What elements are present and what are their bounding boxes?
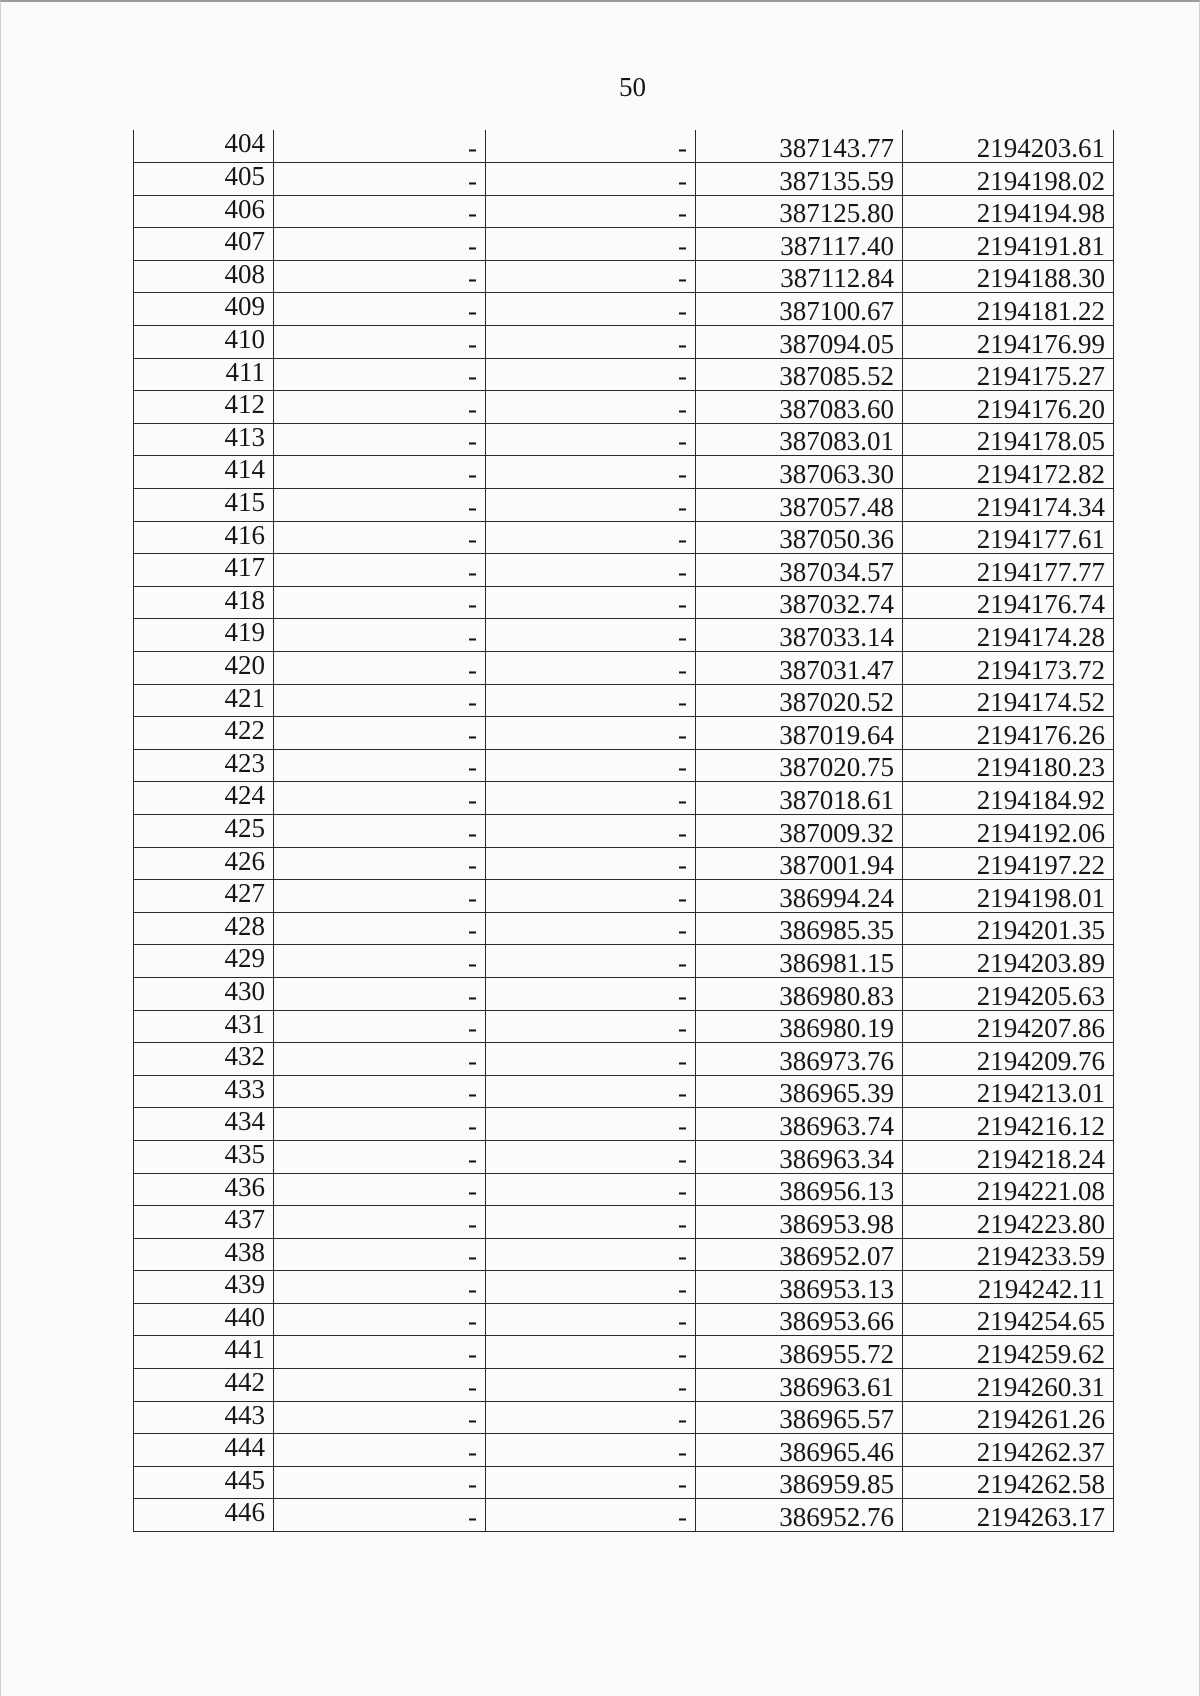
dash-cell-1: - [274,163,486,196]
x-coordinate-cell: 386965.57 [696,1401,903,1434]
y-coordinate-cell: 2194173.72 [903,652,1114,685]
x-coordinate-cell: 387033.14 [696,619,903,652]
point-number-cell: 405 [134,163,274,196]
y-coordinate-cell: 2194178.05 [903,423,1114,456]
dash-cell-1: - [274,195,486,228]
y-coordinate-cell: 2194172.82 [903,456,1114,489]
dash-cell-1: - [274,652,486,685]
dash-cell-2: - [486,1466,696,1499]
table-row [134,1075,1114,1108]
point-number-cell: 407 [134,228,274,261]
dash-cell-2: - [486,326,696,359]
dash-cell-1: - [274,456,486,489]
x-coordinate-cell: 387063.30 [696,456,903,489]
x-coordinate-cell: 386963.61 [696,1369,903,1402]
dash-cell-2: - [486,619,696,652]
dash-cell-1: - [274,814,486,847]
y-coordinate-cell: 2194242.11 [903,1271,1114,1304]
y-coordinate-cell: 2194180.23 [903,749,1114,782]
y-coordinate-cell: 2194198.02 [903,163,1114,196]
dash-cell-2: - [486,1173,696,1206]
point-number-cell: 444 [134,1434,274,1467]
table-row [134,684,1114,717]
point-number-cell: 422 [134,717,274,750]
point-number-cell: 411 [134,358,274,391]
point-number-cell: 415 [134,489,274,522]
x-coordinate-cell: 387125.80 [696,195,903,228]
x-coordinate-cell: 386980.83 [696,977,903,1010]
point-number-cell: 424 [134,782,274,815]
dash-cell-2: - [486,423,696,456]
dash-cell-2: - [486,195,696,228]
dash-cell-2: - [486,130,696,163]
x-coordinate-cell: 387031.47 [696,652,903,685]
x-coordinate-cell: 387034.57 [696,554,903,587]
y-coordinate-cell: 2194174.28 [903,619,1114,652]
dash-cell-1: - [274,1499,486,1532]
y-coordinate-cell: 2194207.86 [903,1010,1114,1043]
y-coordinate-cell: 2194194.98 [903,195,1114,228]
dash-cell-2: - [486,880,696,913]
table-row [134,652,1114,685]
dash-cell-1: - [274,293,486,326]
dash-cell-1: - [274,619,486,652]
dash-cell-2: - [486,1075,696,1108]
table-row [134,1173,1114,1206]
point-number-cell: 423 [134,749,274,782]
dash-cell-1: - [274,358,486,391]
point-number-cell: 413 [134,423,274,456]
y-coordinate-cell: 2194218.24 [903,1140,1114,1173]
page-number: 50 [619,72,646,102]
point-number-cell: 414 [134,456,274,489]
x-coordinate-cell: 387135.59 [696,163,903,196]
x-coordinate-cell: 386953.66 [696,1303,903,1336]
y-coordinate-cell: 2194254.65 [903,1303,1114,1336]
dash-cell-2: - [486,554,696,587]
dash-cell-2: - [486,1303,696,1336]
y-coordinate-cell: 2194209.76 [903,1043,1114,1076]
point-number-cell: 406 [134,195,274,228]
y-coordinate-cell: 2194197.22 [903,847,1114,880]
dash-cell-1: - [274,260,486,293]
x-coordinate-cell: 387094.05 [696,326,903,359]
x-coordinate-cell: 386956.13 [696,1173,903,1206]
point-number-cell: 419 [134,619,274,652]
x-coordinate-cell: 386959.85 [696,1466,903,1499]
table-row [134,586,1114,619]
x-coordinate-cell: 386955.72 [696,1336,903,1369]
x-coordinate-cell: 386963.34 [696,1140,903,1173]
point-number-cell: 427 [134,880,274,913]
dash-cell-1: - [274,880,486,913]
point-number-cell: 426 [134,847,274,880]
table-row [134,554,1114,587]
table-row [134,782,1114,815]
y-coordinate-cell: 2194216.12 [903,1108,1114,1141]
y-coordinate-cell: 2194177.77 [903,554,1114,587]
table-row [134,1010,1114,1043]
dash-cell-1: - [274,717,486,750]
point-number-cell: 425 [134,814,274,847]
dash-cell-1: - [274,1043,486,1076]
dash-cell-2: - [486,586,696,619]
dash-cell-2: - [486,1499,696,1532]
table-row [134,489,1114,522]
dash-cell-1: - [274,1303,486,1336]
dash-cell-2: - [486,1238,696,1271]
y-coordinate-cell: 2194174.34 [903,489,1114,522]
dash-cell-1: - [274,684,486,717]
point-number-cell: 442 [134,1369,274,1402]
x-coordinate-cell: 387050.36 [696,521,903,554]
point-number-cell: 438 [134,1238,274,1271]
table-row [134,1499,1114,1532]
table-row [134,391,1114,424]
y-coordinate-cell: 2194205.63 [903,977,1114,1010]
dash-cell-1: - [274,586,486,619]
y-coordinate-cell: 2194184.92 [903,782,1114,815]
dash-cell-2: - [486,782,696,815]
dash-cell-2: - [486,1043,696,1076]
table-row [134,1140,1114,1173]
dash-cell-2: - [486,1206,696,1239]
dash-cell-1: - [274,1434,486,1467]
dash-cell-2: - [486,1108,696,1141]
x-coordinate-cell: 387009.32 [696,814,903,847]
table-row [134,1206,1114,1239]
y-coordinate-cell: 2194188.30 [903,260,1114,293]
dash-cell-1: - [274,1271,486,1304]
point-number-cell: 446 [134,1499,274,1532]
point-number-cell: 435 [134,1140,274,1173]
point-number-cell: 428 [134,912,274,945]
y-coordinate-cell: 2194213.01 [903,1075,1114,1108]
dash-cell-2: - [486,814,696,847]
table-row [134,977,1114,1010]
x-coordinate-cell: 387117.40 [696,228,903,261]
table-row [134,456,1114,489]
table-row [134,1434,1114,1467]
table-row [134,847,1114,880]
point-number-cell: 436 [134,1173,274,1206]
table-row [134,619,1114,652]
y-coordinate-cell: 2194191.81 [903,228,1114,261]
table-row [134,1043,1114,1076]
point-number-cell: 443 [134,1401,274,1434]
point-number-cell: 420 [134,652,274,685]
x-coordinate-cell: 386994.24 [696,880,903,913]
dash-cell-2: - [486,293,696,326]
dash-cell-1: - [274,554,486,587]
table-row [134,163,1114,196]
table-row [134,1108,1114,1141]
dash-cell-1: - [274,1206,486,1239]
x-coordinate-cell: 387019.64 [696,717,903,750]
y-coordinate-cell: 2194262.58 [903,1466,1114,1499]
dash-cell-2: - [486,1369,696,1402]
y-coordinate-cell: 2194176.74 [903,586,1114,619]
dash-cell-1: - [274,423,486,456]
dash-cell-1: - [274,977,486,1010]
x-coordinate-cell: 386952.07 [696,1238,903,1271]
y-coordinate-cell: 2194233.59 [903,1238,1114,1271]
dash-cell-2: - [486,1140,696,1173]
point-number-cell: 432 [134,1043,274,1076]
table-row [134,1369,1114,1402]
x-coordinate-cell: 386973.76 [696,1043,903,1076]
dash-cell-2: - [486,391,696,424]
dash-cell-2: - [486,749,696,782]
point-number-cell: 431 [134,1010,274,1043]
dash-cell-2: - [486,228,696,261]
dash-cell-2: - [486,358,696,391]
x-coordinate-cell: 386965.46 [696,1434,903,1467]
y-coordinate-cell: 2194203.61 [903,130,1114,163]
dash-cell-2: - [486,945,696,978]
point-number-cell: 445 [134,1466,274,1499]
table-row [134,1238,1114,1271]
y-coordinate-cell: 2194259.62 [903,1336,1114,1369]
y-coordinate-cell: 2194221.08 [903,1173,1114,1206]
x-coordinate-cell: 387020.75 [696,749,903,782]
point-number-cell: 417 [134,554,274,587]
table-row [134,1401,1114,1434]
dash-cell-1: - [274,945,486,978]
dash-cell-2: - [486,912,696,945]
dash-cell-1: - [274,1369,486,1402]
x-coordinate-cell: 387143.77 [696,130,903,163]
point-number-cell: 430 [134,977,274,1010]
table-row [134,814,1114,847]
table-row [134,749,1114,782]
y-coordinate-cell: 2194223.80 [903,1206,1114,1239]
point-number-cell: 434 [134,1108,274,1141]
dash-cell-1: - [274,847,486,880]
point-number-cell: 441 [134,1336,274,1369]
table-row [134,260,1114,293]
dash-cell-2: - [486,1336,696,1369]
y-coordinate-cell: 2194176.20 [903,391,1114,424]
dash-cell-2: - [486,652,696,685]
y-coordinate-cell: 2194175.27 [903,358,1114,391]
table-row [134,1303,1114,1336]
x-coordinate-cell: 387057.48 [696,489,903,522]
table-row [134,912,1114,945]
x-coordinate-cell: 386952.76 [696,1499,903,1532]
x-coordinate-cell: 386963.74 [696,1108,903,1141]
y-coordinate-cell: 2194262.37 [903,1434,1114,1467]
dash-cell-2: - [486,163,696,196]
point-number-cell: 404 [134,130,274,163]
dash-cell-1: - [274,749,486,782]
dash-cell-1: - [274,912,486,945]
table-row [134,293,1114,326]
point-number-cell: 418 [134,586,274,619]
x-coordinate-cell: 387083.01 [696,423,903,456]
x-coordinate-cell: 387083.60 [696,391,903,424]
point-number-cell: 440 [134,1303,274,1336]
y-coordinate-cell: 2194177.61 [903,521,1114,554]
table-row [134,1271,1114,1304]
x-coordinate-cell: 386965.39 [696,1075,903,1108]
table-body [134,130,1114,1532]
x-coordinate-cell: 386985.35 [696,912,903,945]
table-row [134,880,1114,913]
table-row [134,423,1114,456]
point-number-cell: 410 [134,326,274,359]
dash-cell-2: - [486,456,696,489]
x-coordinate-cell: 386980.19 [696,1010,903,1043]
table-row [134,1466,1114,1499]
table-row [134,326,1114,359]
x-coordinate-cell: 387020.52 [696,684,903,717]
dash-cell-1: - [274,489,486,522]
dash-cell-2: - [486,489,696,522]
point-number-cell: 421 [134,684,274,717]
dash-cell-1: - [274,1336,486,1369]
y-coordinate-cell: 2194176.99 [903,326,1114,359]
dash-cell-2: - [486,1271,696,1304]
point-number-cell: 429 [134,945,274,978]
x-coordinate-cell: 387085.52 [696,358,903,391]
dash-cell-1: - [274,521,486,554]
point-number-cell: 412 [134,391,274,424]
table-row [134,130,1114,163]
x-coordinate-cell: 386981.15 [696,945,903,978]
y-coordinate-cell: 2194174.52 [903,684,1114,717]
dash-cell-1: - [274,1075,486,1108]
dash-cell-2: - [486,684,696,717]
dash-cell-1: - [274,1140,486,1173]
x-coordinate-cell: 387112.84 [696,260,903,293]
point-number-cell: 409 [134,293,274,326]
point-number-cell: 439 [134,1271,274,1304]
dash-cell-1: - [274,1108,486,1141]
x-coordinate-cell: 387100.67 [696,293,903,326]
y-coordinate-cell: 2194198.01 [903,880,1114,913]
y-coordinate-cell: 2194192.06 [903,814,1114,847]
point-number-cell: 416 [134,521,274,554]
table-row [134,717,1114,750]
dash-cell-2: - [486,1010,696,1043]
y-coordinate-cell: 2194260.31 [903,1369,1114,1402]
table-row [134,945,1114,978]
dash-cell-1: - [274,1010,486,1043]
dash-cell-2: - [486,1401,696,1434]
table-row [134,1336,1114,1369]
dash-cell-2: - [486,1434,696,1467]
dash-cell-2: - [486,847,696,880]
dash-cell-2: - [486,717,696,750]
dash-cell-2: - [486,977,696,1010]
x-coordinate-cell: 387001.94 [696,847,903,880]
y-coordinate-cell: 2194201.35 [903,912,1114,945]
y-coordinate-cell: 2194263.17 [903,1499,1114,1532]
dash-cell-1: - [274,228,486,261]
x-coordinate-cell: 387018.61 [696,782,903,815]
dash-cell-1: - [274,1466,486,1499]
table-row [134,195,1114,228]
dash-cell-1: - [274,326,486,359]
table-row [134,228,1114,261]
table-row [134,358,1114,391]
dash-cell-1: - [274,130,486,163]
dash-cell-2: - [486,260,696,293]
y-coordinate-cell: 2194261.26 [903,1401,1114,1434]
dash-cell-1: - [274,1401,486,1434]
x-coordinate-cell: 386953.98 [696,1206,903,1239]
point-number-cell: 408 [134,260,274,293]
y-coordinate-cell: 2194203.89 [903,945,1114,978]
coordinates-table [133,130,1114,1532]
dash-cell-1: - [274,1238,486,1271]
dash-cell-1: - [274,782,486,815]
y-coordinate-cell: 2194176.26 [903,717,1114,750]
point-number-cell: 437 [134,1206,274,1239]
x-coordinate-cell: 387032.74 [696,586,903,619]
point-number-cell: 433 [134,1075,274,1108]
y-coordinate-cell: 2194181.22 [903,293,1114,326]
x-coordinate-cell: 386953.13 [696,1271,903,1304]
dash-cell-2: - [486,521,696,554]
table-row [134,521,1114,554]
dash-cell-1: - [274,391,486,424]
dash-cell-1: - [274,1173,486,1206]
